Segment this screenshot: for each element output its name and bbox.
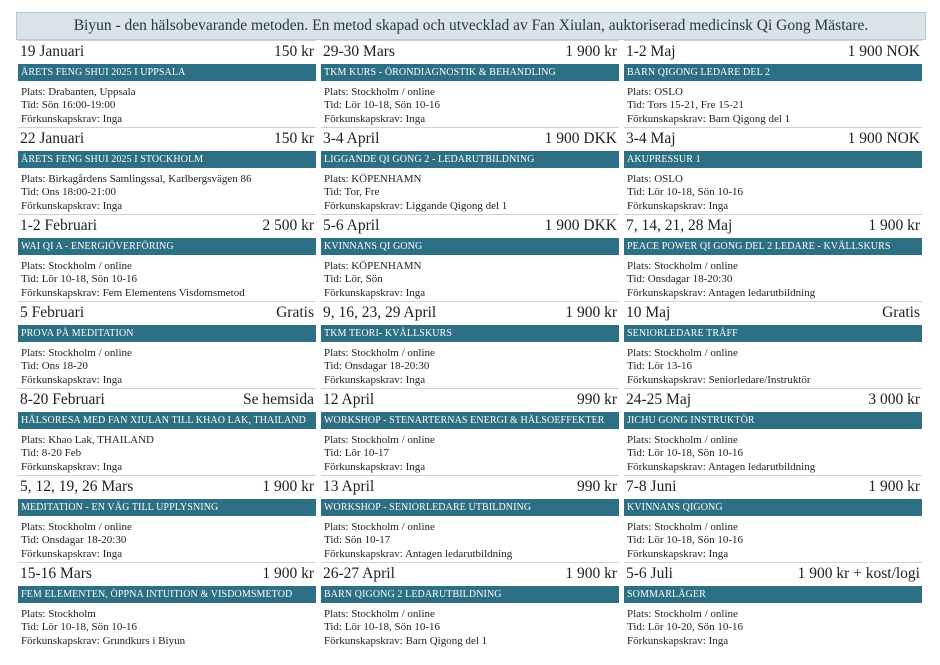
event-prerequisite: Förkunskapskrav: Inga [627,547,729,560]
event-prerequisite: Förkunskapskrav: Inga [21,547,123,560]
event-prerequisite: Förkunskapskrav: Antagen ledarutbildning [627,286,816,299]
event-price: 1 900 DKK [544,130,617,147]
event-price: 1 900 kr [868,478,920,495]
event-card [321,388,619,475]
page-banner: Biyun - den hälsobevarande metoden. En metod skapad och utvecklad av Fan Xiulan, auktoriserad medicinsk Qi Gong Mästare. [16,12,926,40]
event-details [624,603,922,648]
event-time: Tid: Lör 13-16 [627,360,692,373]
event-details [18,603,316,648]
event-location: Plats: Stockholm / online [627,434,738,446]
event-details [624,342,922,387]
event-price: 1 900 kr [262,478,314,495]
event-date: 5-6 Juli [626,565,673,582]
event-details [321,342,619,387]
event-prerequisite: Förkunskapskrav: Inga [21,199,123,212]
event-time: Tid: Ons 18:00-21:00 [21,186,116,199]
event-card [321,562,619,649]
event-card [624,388,922,475]
event-date: 24-25 Maj [626,391,692,408]
event-date: 22 Januari [20,130,85,147]
event-header [321,562,619,586]
event-location: Plats: Stockholm / online [21,521,132,533]
event-details [624,255,922,300]
event-header [321,475,619,499]
event-details [321,516,619,561]
event-price: 1 900 kr [565,304,617,321]
event-prerequisite: Förkunskapskrav: Antagen ledarutbildning [627,460,816,473]
event-prerequisite: Förkunskapskrav: Inga [324,373,426,386]
event-header [321,127,619,151]
event-title: ÅRETS FENG SHUI 2025 I STOCKHOLM [18,151,316,168]
event-price: 1 900 kr [868,217,920,234]
event-date: 3-4 Maj [626,130,676,147]
event-location: Plats: Stockholm / online [21,260,132,272]
event-card [321,214,619,301]
event-location: Plats: Stockholm / online [627,347,738,359]
event-header [321,301,619,325]
event-header [624,562,922,586]
event-time: Tid: Lör 10-20, Sön 10-16 [627,621,744,634]
event-date: 1-2 Maj [626,43,676,60]
event-date: 8-20 Februari [20,391,105,408]
event-title: BARN QIGONG 2 LEDARUTBILDNING [321,586,619,603]
event-card [321,40,619,127]
event-title: AKUPRESSUR 1 [624,151,922,168]
event-header [624,214,922,238]
event-header [321,388,619,412]
event-time: Tid: Onsdagar 18-20:30 [324,360,430,373]
event-header [624,40,922,64]
event-date: 5 Februari [20,304,85,321]
event-location: Plats: Birkagårdens Samlingssal, Karlbergsvägen 86 [21,173,252,185]
event-details [321,603,619,648]
event-date: 7-8 Juni [626,478,677,495]
event-details [624,429,922,474]
event-price: 3 000 kr [868,391,920,408]
event-card [18,301,316,388]
event-time: Tid: Sön 10-17 [324,534,391,547]
event-prerequisite: Förkunskapskrav: Inga [627,199,729,212]
event-location: Plats: KÖPENHAMN [324,173,422,185]
event-details [18,516,316,561]
event-title: MEDITATION - EN VÄG TILL UPPLYSNING [18,499,316,516]
event-time: Tid: Sön 16:00-19:00 [21,99,116,112]
event-title: WORKSHOP - STENARTERNAS ENERGI & HÄLSOEFFEKTER [321,412,619,429]
event-time: Tid: Onsdagar 18-20:30 [627,273,733,286]
event-price: 1 900 NOK [847,43,920,60]
event-date: 19 Januari [20,43,85,60]
event-location: Plats: Stockholm / online [324,86,435,98]
event-time: Tid: Lör 10-18, Sön 10-16 [627,534,744,547]
event-location: Plats: Stockholm [21,608,96,620]
event-price: 150 kr [273,43,314,60]
event-date: 26-27 April [323,565,395,582]
event-date: 5-6 April [323,217,380,234]
event-time: Tid: Lör 10-18, Sön 10-16 [324,621,441,634]
event-details [18,168,316,213]
event-card [624,40,922,127]
event-prerequisite: Förkunskapskrav: Inga [627,634,729,647]
event-card [18,562,316,649]
event-price: 1 900 NOK [847,130,920,147]
event-location: Plats: Drabanten, Uppsala [21,86,136,98]
event-details [624,516,922,561]
event-location: Plats: Stockholm / online [627,608,738,620]
event-time: Tid: Lör 10-18, Sön 10-16 [21,273,138,286]
event-time: Tid: 8-20 Feb [21,447,82,460]
event-title: TKM KURS - ÖRONDIAGNOSTIK & BEHANDLING [321,64,619,81]
event-details [18,255,316,300]
event-price: 990 kr [576,478,617,495]
event-title: SENIORLEDARE TRÄFF [624,325,922,342]
event-card [18,214,316,301]
event-time: Tid: Lör 10-18, Sön 10-16 [21,621,138,634]
event-card [18,40,316,127]
event-prerequisite: Förkunskapskrav: Grundkurs i Biyun [21,634,186,647]
event-title: WAI QI A - ENERGIÖVERFÖRING [18,238,316,255]
event-details [18,429,316,474]
event-time: Tid: Lör 10-18, Sön 10-16 [627,186,744,199]
event-price: 1 900 kr + kost/logi [797,565,920,582]
event-header [321,214,619,238]
event-details [624,81,922,126]
event-price: Gratis [276,304,314,321]
event-location: Plats: OSLO [627,173,683,185]
event-prerequisite: Förkunskapskrav: Inga [324,112,426,125]
event-title: TKM TEORI- KVÄLLSKURS [321,325,619,342]
event-card [18,127,316,214]
event-prerequisite: Förkunskapskrav: Inga [21,460,123,473]
event-title: PROVA PÅ MEDITATION [18,325,316,342]
event-details [624,168,922,213]
event-title: LIGGANDE QI GONG 2 - LEDARUTBILDNING [321,151,619,168]
event-price: 990 kr [576,391,617,408]
event-title: PEACE POWER QI GONG DEL 2 LEDARE - KVÄLLSKURS [624,238,922,255]
event-details [321,255,619,300]
event-time: Tid: Lör 10-18, Sön 10-16 [324,99,441,112]
event-prerequisite: Förkunskapskrav: Seniorledare/Instruktör [627,373,811,386]
event-card [321,475,619,562]
event-time: Tid: Tor, Fre [324,186,380,199]
event-location: Plats: KÖPENHAMN [324,260,422,272]
event-title: JICHU GONG INSTRUKTÖR [624,412,922,429]
event-title: KVINNANS QI GONG [321,238,619,255]
event-card [624,127,922,214]
event-title: WORKSHOP - SENIORLEDARE UTBILDNING [321,499,619,516]
event-date: 12 April [323,391,375,408]
event-grid [18,40,924,649]
event-details [18,81,316,126]
event-time: Tid: Ons 18-20 [21,360,88,373]
event-title: KVINNANS QIGONG [624,499,922,516]
event-time: Tid: Lör, Sön [324,273,383,286]
event-date: 7, 14, 21, 28 Maj [626,217,733,234]
event-prerequisite: Förkunskapskrav: Inga [21,373,123,386]
event-location: Plats: Stockholm / online [21,347,132,359]
event-location: Plats: Stockholm / online [324,347,435,359]
event-date: 10 Maj [626,304,671,321]
event-header [624,475,922,499]
event-time: Tid: Tors 15-21, Fre 15-21 [627,99,744,112]
event-price: 1 900 kr [565,43,617,60]
event-date: 9, 16, 23, 29 April [323,304,437,321]
event-header [624,127,922,151]
event-title: HÄLSORESA MED FAN XIULAN TILL KHAO LAK, THAILAND [18,412,316,429]
event-prerequisite: Förkunskapskrav: Antagen ledarutbildning [324,547,513,560]
event-details [321,429,619,474]
event-details [18,342,316,387]
event-location: Plats: Stockholm / online [324,521,435,533]
event-date: 5, 12, 19, 26 Mars [20,478,134,495]
event-header [18,388,316,412]
event-location: Plats: Stockholm / online [627,260,738,272]
event-details [321,168,619,213]
event-location: Plats: Stockholm / online [324,434,435,446]
event-details [321,81,619,126]
event-prerequisite: Förkunskapskrav: Inga [324,286,426,299]
event-card [18,388,316,475]
event-prerequisite: Förkunskapskrav: Inga [21,112,123,125]
event-header [18,562,316,586]
event-time: Tid: Onsdagar 18-20:30 [21,534,127,547]
event-prerequisite: Förkunskapskrav: Barn Qigong del 1 [324,634,488,647]
event-location: Plats: Khao Lak, THAILAND [21,434,154,446]
event-title: SOMMARLÄGER [624,586,922,603]
event-price: 1 900 kr [262,565,314,582]
event-header [624,388,922,412]
event-prerequisite: Förkunskapskrav: Inga [324,460,426,473]
event-card [321,127,619,214]
event-card [624,562,922,649]
event-header [18,475,316,499]
event-price: 1 900 kr [565,565,617,582]
event-title: BARN QIGONG LEDARE DEL 2 [624,64,922,81]
event-date: 29-30 Mars [323,43,395,60]
event-header [18,40,316,64]
event-card [624,214,922,301]
event-price: Se hemsida [242,391,314,408]
event-header [624,301,922,325]
event-title: FEM ELEMENTEN, ÖPPNA INTUITION & VISDOMSMETOD [18,586,316,603]
event-date: 13 April [323,478,375,495]
event-time: Tid: Lör 10-17 [324,447,389,460]
event-location: Plats: Stockholm / online [627,521,738,533]
event-card [624,475,922,562]
event-card [624,301,922,388]
event-price: 1 900 DKK [544,217,617,234]
event-location: Plats: OSLO [627,86,683,98]
event-location: Plats: Stockholm / online [324,608,435,620]
event-time: Tid: Lör 10-18, Sön 10-16 [627,447,744,460]
event-header [18,214,316,238]
event-title: ÅRETS FENG SHUI 2025 I UPPSALA [18,64,316,81]
event-price: Gratis [882,304,920,321]
event-price: 150 kr [273,130,314,147]
event-header [18,301,316,325]
event-card [321,301,619,388]
event-date: 1-2 Februari [20,217,98,234]
event-header [321,40,619,64]
event-card [18,475,316,562]
event-date: 3-4 April [323,130,380,147]
event-prerequisite: Förkunskapskrav: Barn Qigong del 1 [627,112,791,125]
event-prerequisite: Förkunskapskrav: Liggande Qigong del 1 [324,199,508,212]
event-price: 2 500 kr [262,217,314,234]
event-prerequisite: Förkunskapskrav: Fem Elementens Visdomsmetod [21,286,245,299]
event-date: 15-16 Mars [20,565,92,582]
event-header [18,127,316,151]
